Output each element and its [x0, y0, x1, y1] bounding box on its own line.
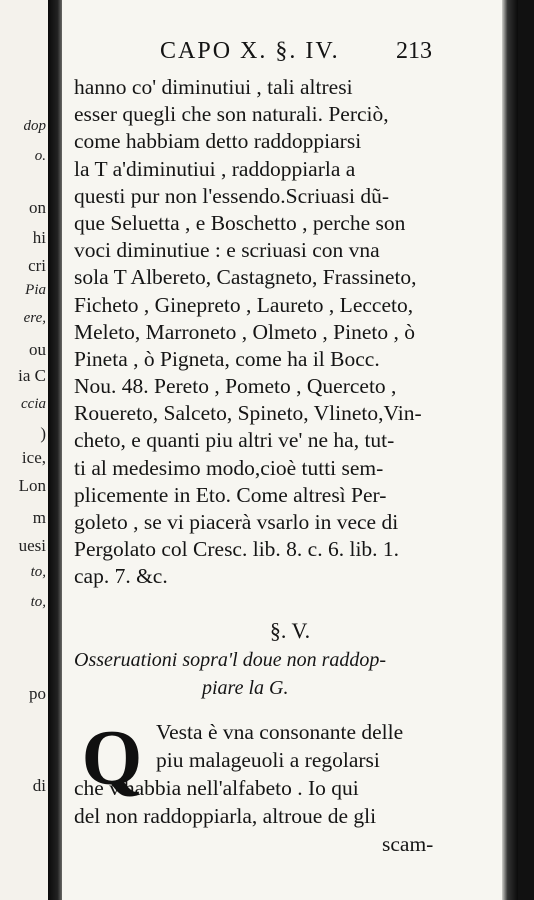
paragraph-1	[74, 74, 494, 591]
left-page-fragment: po	[29, 684, 46, 703]
paragraph-1-line: hanno co' diminutiui , tali altresi	[74, 75, 353, 99]
chapter-title: CAPO X. §. IV.	[160, 38, 340, 64]
left-page-fragment: ia C	[18, 366, 46, 385]
paragraph-1-line: esser quegli che son naturali. Perciò,	[74, 102, 389, 127]
paragraph-1-line: Meleto, Marroneto , Olmeto , Pineto , ò	[74, 319, 415, 344]
paragraph-1-line: plicemente in Eto. Come altresì Per-	[74, 482, 387, 507]
paragraph-2	[74, 714, 494, 858]
left-page-fragment: dop	[23, 118, 46, 134]
paragraph-2-line: piu malageuoli a regolarsi	[156, 748, 380, 772]
paragraph-1-line: la T a'diminutiui , raddoppiarla a	[74, 156, 356, 181]
left-page-fragment: m	[32, 508, 46, 527]
section-heading: §. V.	[269, 618, 311, 643]
left-page-fragment: Pia	[25, 282, 46, 298]
left-page-fragment: Lon	[18, 476, 46, 495]
paragraph-1-line: que Seluetta , e Boschetto , perche son	[74, 210, 406, 235]
paragraph-1-line: cheto, e quanti piu altri ve' ne ha, tut-	[74, 428, 395, 453]
paragraph-1-line: Rouereto, Salceto, Spineto, Vlineto,Vin-	[74, 401, 422, 426]
left-page-fragment: uesi	[18, 536, 46, 555]
left-page-fragment: hi	[32, 228, 46, 247]
page-number: 213	[396, 38, 432, 64]
catchword: scam-	[382, 832, 434, 856]
running-head	[62, 38, 518, 70]
left-page-fragment: di	[32, 776, 46, 795]
paragraph-1-line: voci diminutiue : e scriuasi con vna	[74, 238, 380, 263]
left-page-fragment: to,	[30, 564, 46, 580]
paragraph-2-line: che v'habbia nell'alfabeto . Io qui	[74, 776, 359, 800]
paragraph-1-line: Ficheto , Ginepreto , Laureto , Lecceto,	[74, 292, 414, 317]
paragraph-1-line: come habbiam detto raddoppiarsi	[74, 129, 362, 154]
paragraph-1-line: Pergolato col Cresc. lib. 8. c. 6. lib. 1.	[74, 537, 400, 562]
paragraph-1-line: Nou. 48. Pereto , Pometo , Querceto ,	[74, 374, 397, 399]
paragraph-2-line: Vesta è vna consonante delle	[156, 720, 404, 744]
left-page-fragment: on	[29, 198, 46, 217]
paragraph-1-line: goleto , se vi piacerà vsarlo in vece di	[74, 510, 399, 534]
subheading-line-2: piare la G.	[202, 677, 289, 699]
left-page-fragment: )	[40, 424, 46, 443]
left-page-fragment: ou	[29, 340, 46, 359]
left-page-fragment: to,	[30, 594, 46, 610]
paragraph-1-line: questi pur non l'essendo.Scriuasi dũ-	[74, 183, 389, 208]
paragraph-1-line: ti al medesimo modo,cioè tutti sem-	[74, 455, 384, 480]
drop-cap: Q	[81, 714, 143, 801]
paragraph-1-line: cap. 7. &c.	[74, 564, 168, 589]
left-page-fragment: ccia	[21, 396, 46, 412]
paragraph-1-line: Pineta , ò Pigneta, come ha il Bocc.	[74, 346, 380, 371]
left-page-fragment: ice,	[21, 448, 46, 467]
page-right-edge	[502, 0, 518, 900]
left-page-fragment: o.	[34, 148, 46, 164]
left-page-fragment: ere,	[23, 310, 46, 326]
left-page-sliver	[0, 0, 51, 900]
paragraph-1-line: sola T Albereto, Castagneto, Frassineto,	[74, 265, 417, 290]
left-page-fragment: cri	[28, 256, 46, 275]
subheading-line-1: Osseruationi sopra'l doue non raddop-	[74, 649, 387, 671]
section-subheading	[74, 646, 494, 702]
paragraph-2-line: del non raddoppiarla, altroue de gli	[74, 804, 377, 828]
page-213	[62, 0, 518, 900]
